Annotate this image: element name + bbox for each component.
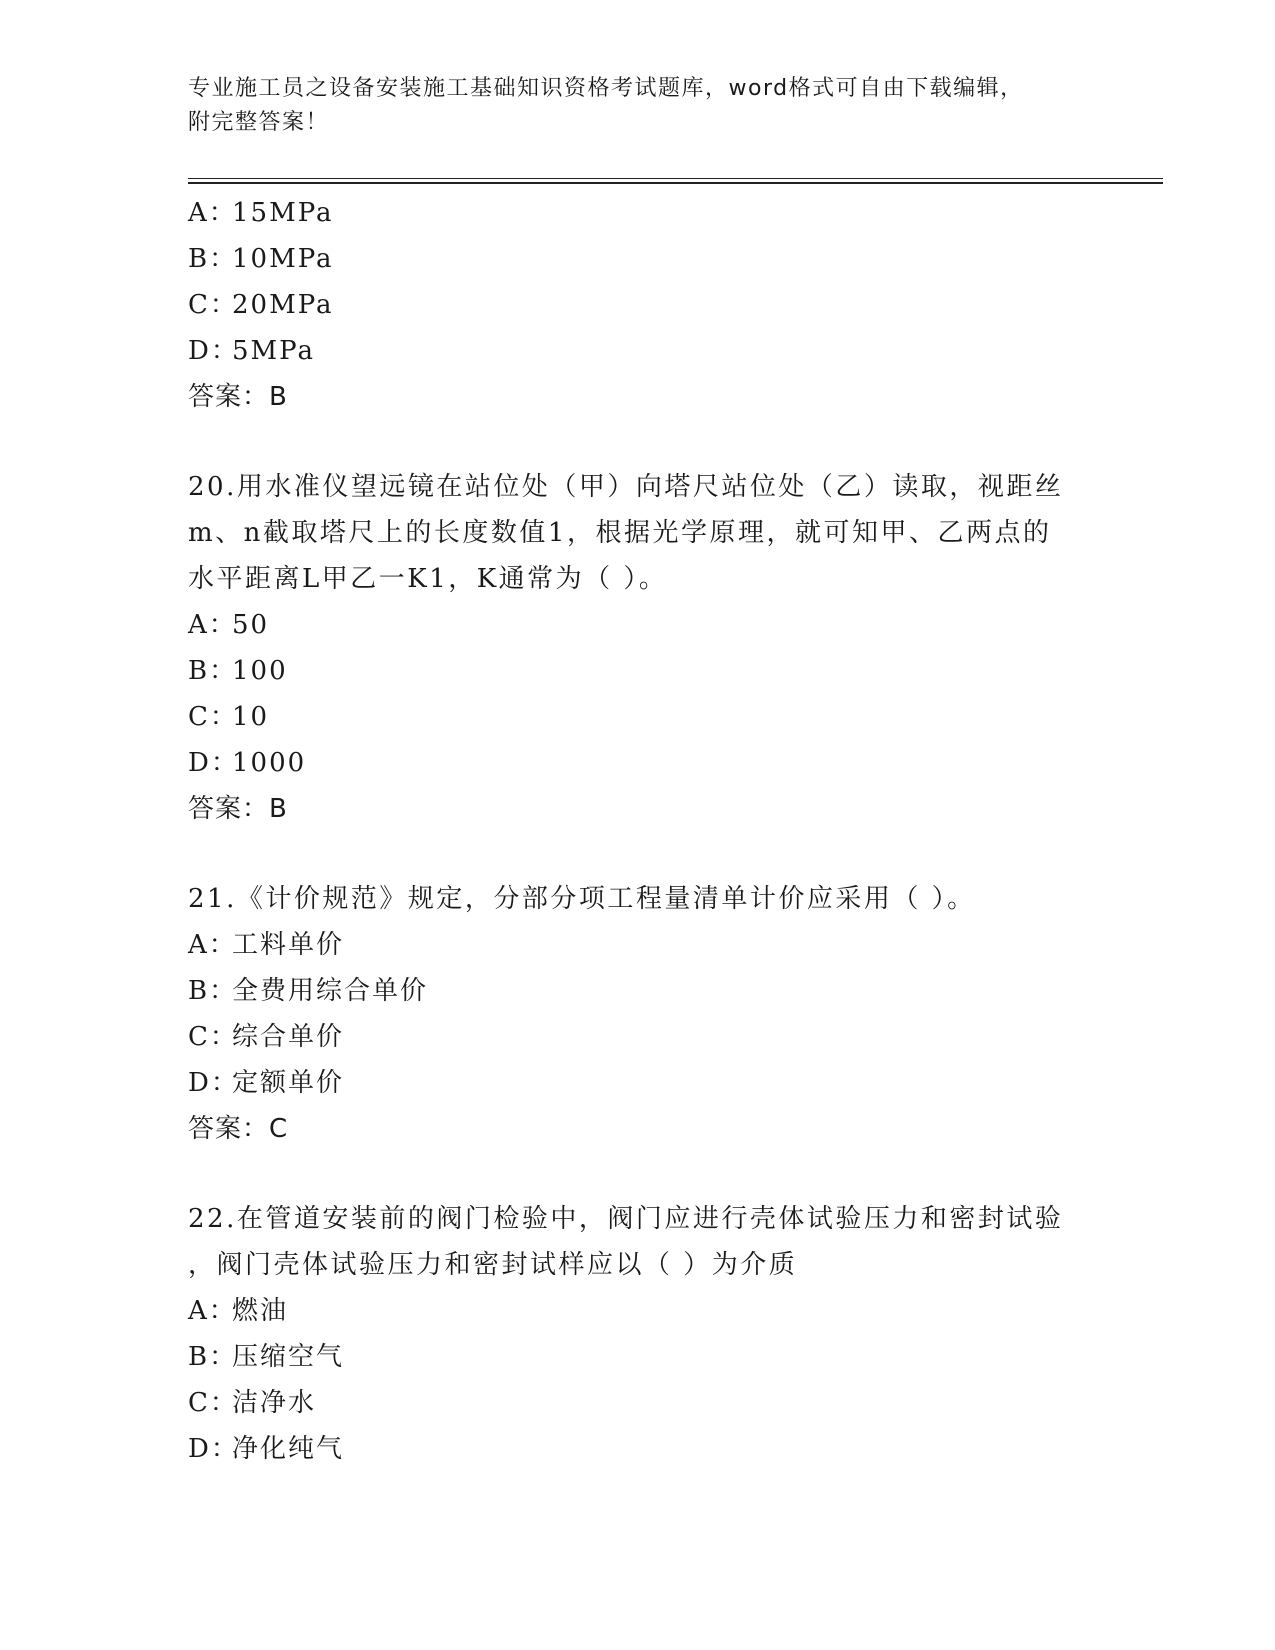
option-b: B：10MPa — [188, 244, 334, 274]
question-text-line: m、n截取塔尺上的长度数值1，根据光学原理，就可知甲、乙两点的 — [188, 518, 1052, 548]
option-a: A：15MPa — [188, 198, 334, 228]
question-22 — [188, 1196, 1088, 1472]
question-text-line: 20.用水准仪望远镜在站位处（甲）向塔尺站位处（乙）读取，视距丝 — [188, 472, 1064, 502]
question-21 — [188, 876, 1088, 1152]
option-c: C：综合单价 — [188, 1022, 345, 1052]
option-b: B：压缩空气 — [188, 1342, 345, 1372]
option-a: A：燃油 — [188, 1296, 289, 1326]
option-d: D：1000 — [188, 748, 307, 778]
question-20 — [188, 464, 1088, 832]
question-text-line: 21.《计价规范》规定，分部分项工程量清单计价应采用（ ）。 — [188, 884, 976, 914]
option-c: C：洁净水 — [188, 1388, 317, 1418]
document-header — [188, 72, 1088, 140]
question-text-line: 水平距离L甲乙一K1，K通常为（ ）。 — [188, 564, 668, 594]
header-line-1: 专业施工员之设备安装施工基础知识资格考试题库，word格式可自由下载编辑， — [188, 76, 1024, 101]
question-text-line: ，阀门壳体试验压力和密封试样应以（ ）为介质 — [188, 1250, 798, 1280]
option-d: D：5MPa — [188, 336, 315, 366]
option-c: C：20MPa — [188, 290, 334, 320]
header-line-2: 附完整答案！ — [188, 110, 330, 135]
answer: 答案：B — [188, 382, 288, 412]
option-c: C：10 — [188, 702, 270, 732]
option-d: D：定额单价 — [188, 1068, 345, 1098]
answer: 答案：B — [188, 794, 288, 824]
header-divider-bottom — [188, 182, 1163, 184]
header-divider-top — [188, 178, 1163, 179]
question-19 — [188, 190, 1088, 420]
answer: 答案：C — [188, 1114, 289, 1144]
option-b: B：100 — [188, 656, 288, 686]
question-text-line: 22.在管道安装前的阀门检验中，阀门应进行壳体试验压力和密封试验 — [188, 1204, 1064, 1234]
option-a: A：工料单价 — [188, 930, 345, 960]
option-a: A：50 — [188, 610, 270, 640]
option-b: B：全费用综合单价 — [188, 976, 429, 1006]
option-d: D：净化纯气 — [188, 1434, 345, 1464]
question-list — [188, 190, 1088, 1472]
